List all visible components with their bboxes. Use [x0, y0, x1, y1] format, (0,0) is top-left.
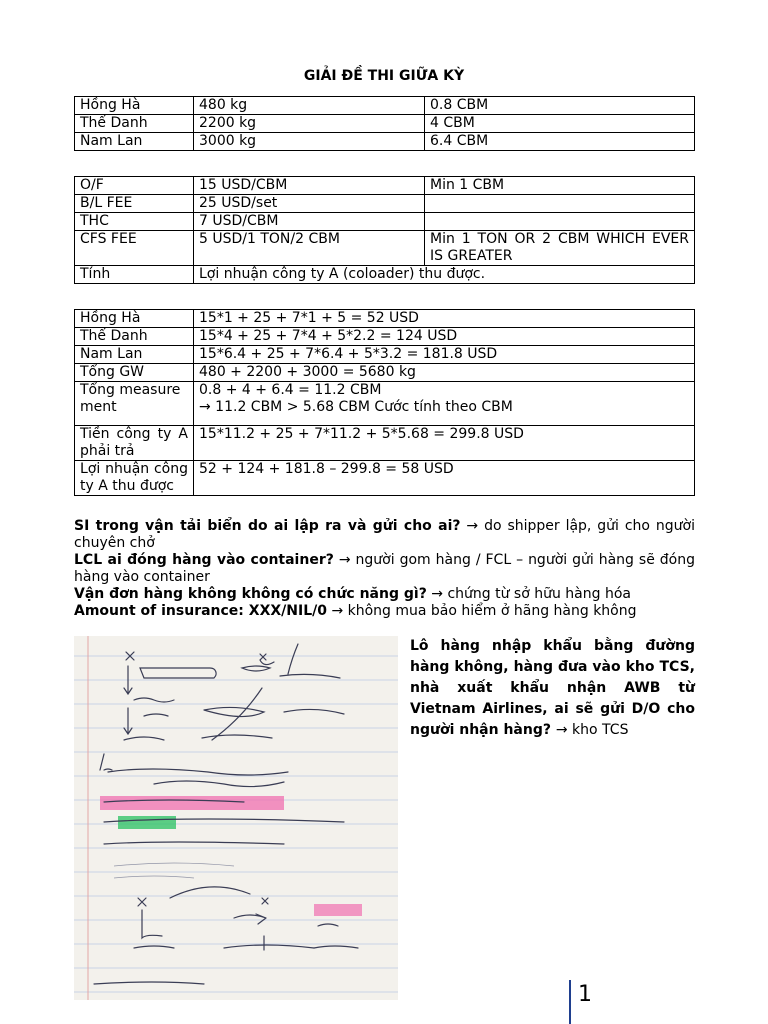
table-cell	[194, 382, 695, 426]
measurement-line-2-text: 11.2 CBM > 5.68 CBM Cước tính theo CBM	[210, 399, 513, 415]
table-cell: 15*4 + 25 + 7*4 + 5*2.2 = 124 USD	[194, 328, 695, 346]
qa-item	[74, 603, 695, 620]
arrow-icon: →	[331, 603, 344, 619]
table-cell: 25 USD/set	[194, 195, 425, 213]
table-row	[75, 382, 695, 426]
table-cell: 4 CBM	[425, 115, 695, 133]
qa-item	[74, 586, 695, 603]
qa-item	[74, 552, 695, 586]
table-cell: Thế Danh	[75, 328, 194, 346]
qa-question: LCL ai đóng hàng vào container?	[74, 552, 334, 568]
table-cell: 3000 kg	[194, 133, 425, 151]
measurement-line-1: 0.8 + 4 + 6.4 = 11.2 CBM	[199, 382, 382, 398]
page-title: GIẢI ĐỀ THI GIỮA KỲ	[303, 68, 465, 84]
arrow-icon: →	[466, 518, 479, 534]
table-cell: 15*11.2 + 25 + 7*11.2 + 5*5.68 = 299.8 USD	[194, 426, 695, 461]
table-row	[75, 97, 695, 115]
table-cell: Tổng GW	[75, 364, 194, 382]
qa-question: Amount of insurance: XXX/NIL/0	[74, 603, 327, 619]
page-number: 1	[578, 982, 592, 1007]
table-row	[75, 266, 695, 284]
arrow-icon: →	[431, 586, 443, 602]
table-cell: Thế Danh	[75, 115, 194, 133]
table-row	[75, 426, 695, 461]
side-qa	[410, 636, 695, 741]
table-cell: Tổng measurement	[75, 382, 194, 426]
qa-question: Vận đơn hàng không không có chức năng gì?	[74, 586, 427, 602]
table-cell: 52 + 124 + 181.8 – 299.8 = 58 USD	[194, 461, 695, 496]
table-row	[75, 115, 695, 133]
table-cell: 7 USD/CBM	[194, 213, 425, 231]
arrow-icon: →	[338, 552, 351, 568]
table-cell: Tính	[75, 266, 194, 284]
table-cell: 15*1 + 25 + 7*1 + 5 = 52 USD	[194, 310, 695, 328]
table-cell: Lợi nhuận công ty A thu được	[75, 461, 194, 496]
table-cell: Nam Lan	[75, 346, 194, 364]
table-cell: 15 USD/CBM	[194, 177, 425, 195]
table-row	[75, 346, 695, 364]
qa-answer: chứng từ sở hữu hàng hóa	[443, 586, 631, 602]
table-cell: 15*6.4 + 25 + 7*6.4 + 5*3.2 = 181.8 USD	[194, 346, 695, 364]
table-row	[75, 328, 695, 346]
arrow-icon: →	[199, 399, 211, 415]
table-cell	[425, 213, 695, 231]
page-number-rule	[569, 980, 571, 1024]
side-answer: kho TCS	[567, 722, 629, 738]
calculation-table	[74, 309, 695, 496]
table-cell: THC	[75, 213, 194, 231]
table-cell: 2200 kg	[194, 115, 425, 133]
table-row	[75, 461, 695, 496]
table-cell: Hồng Hà	[75, 310, 194, 328]
table-cell: Min 1 TON OR 2 CBM WHICH EVER IS GREATER	[425, 231, 695, 266]
table-row	[75, 231, 695, 266]
measurement-line-2	[199, 399, 689, 416]
arrow-icon: →	[555, 722, 568, 738]
table-cell: Min 1 CBM	[425, 177, 695, 195]
table-cell: 480 + 2200 + 3000 = 5680 kg	[194, 364, 695, 382]
qa-item	[74, 518, 695, 552]
table-cell: 0.8 CBM	[425, 97, 695, 115]
handwritten-notes-photo	[74, 636, 398, 1000]
side-question: Lô hàng nhập khẩu bằng đường hàng không, hàng đưa vào kho TCS, nhà xuất khẩu nhận AWB từ Vietnam Airlines, ai sẽ gửi D/O cho người nhận hàng?	[410, 638, 695, 738]
table-row	[75, 195, 695, 213]
qa-answer: người gom hàng / FCL – người gửi hàng sẽ đóng hàng vào container	[74, 552, 695, 585]
table-cell: 5 USD/1 TON/2 CBM	[194, 231, 425, 266]
table-cell: Tiền công ty A phải trả	[75, 426, 194, 461]
table-cell	[425, 195, 695, 213]
qa-answer: không mua bảo hiểm ở hãng hàng không	[343, 603, 637, 619]
weight-volume-table	[74, 96, 695, 151]
table-cell: B/L FEE	[75, 195, 194, 213]
qa-question: SI trong vận tải biển do ai lập ra và gửi cho ai?	[74, 518, 461, 534]
table-row	[75, 177, 695, 195]
table-cell: Hồng Hà	[75, 97, 194, 115]
table-cell: Nam Lan	[75, 133, 194, 151]
table-cell: Lợi nhuận công ty A (coloader) thu được.	[194, 266, 695, 284]
table-cell: 480 kg	[194, 97, 425, 115]
table-row	[75, 364, 695, 382]
fee-table	[74, 176, 695, 284]
qa-answer: do shipper lập, gửi cho người chuyên chở	[74, 518, 695, 551]
table-row	[75, 133, 695, 151]
table-row	[75, 213, 695, 231]
table-cell: O/F	[75, 177, 194, 195]
table-cell: CFS FEE	[75, 231, 194, 266]
table-cell: 6.4 CBM	[425, 133, 695, 151]
table-row	[75, 310, 695, 328]
